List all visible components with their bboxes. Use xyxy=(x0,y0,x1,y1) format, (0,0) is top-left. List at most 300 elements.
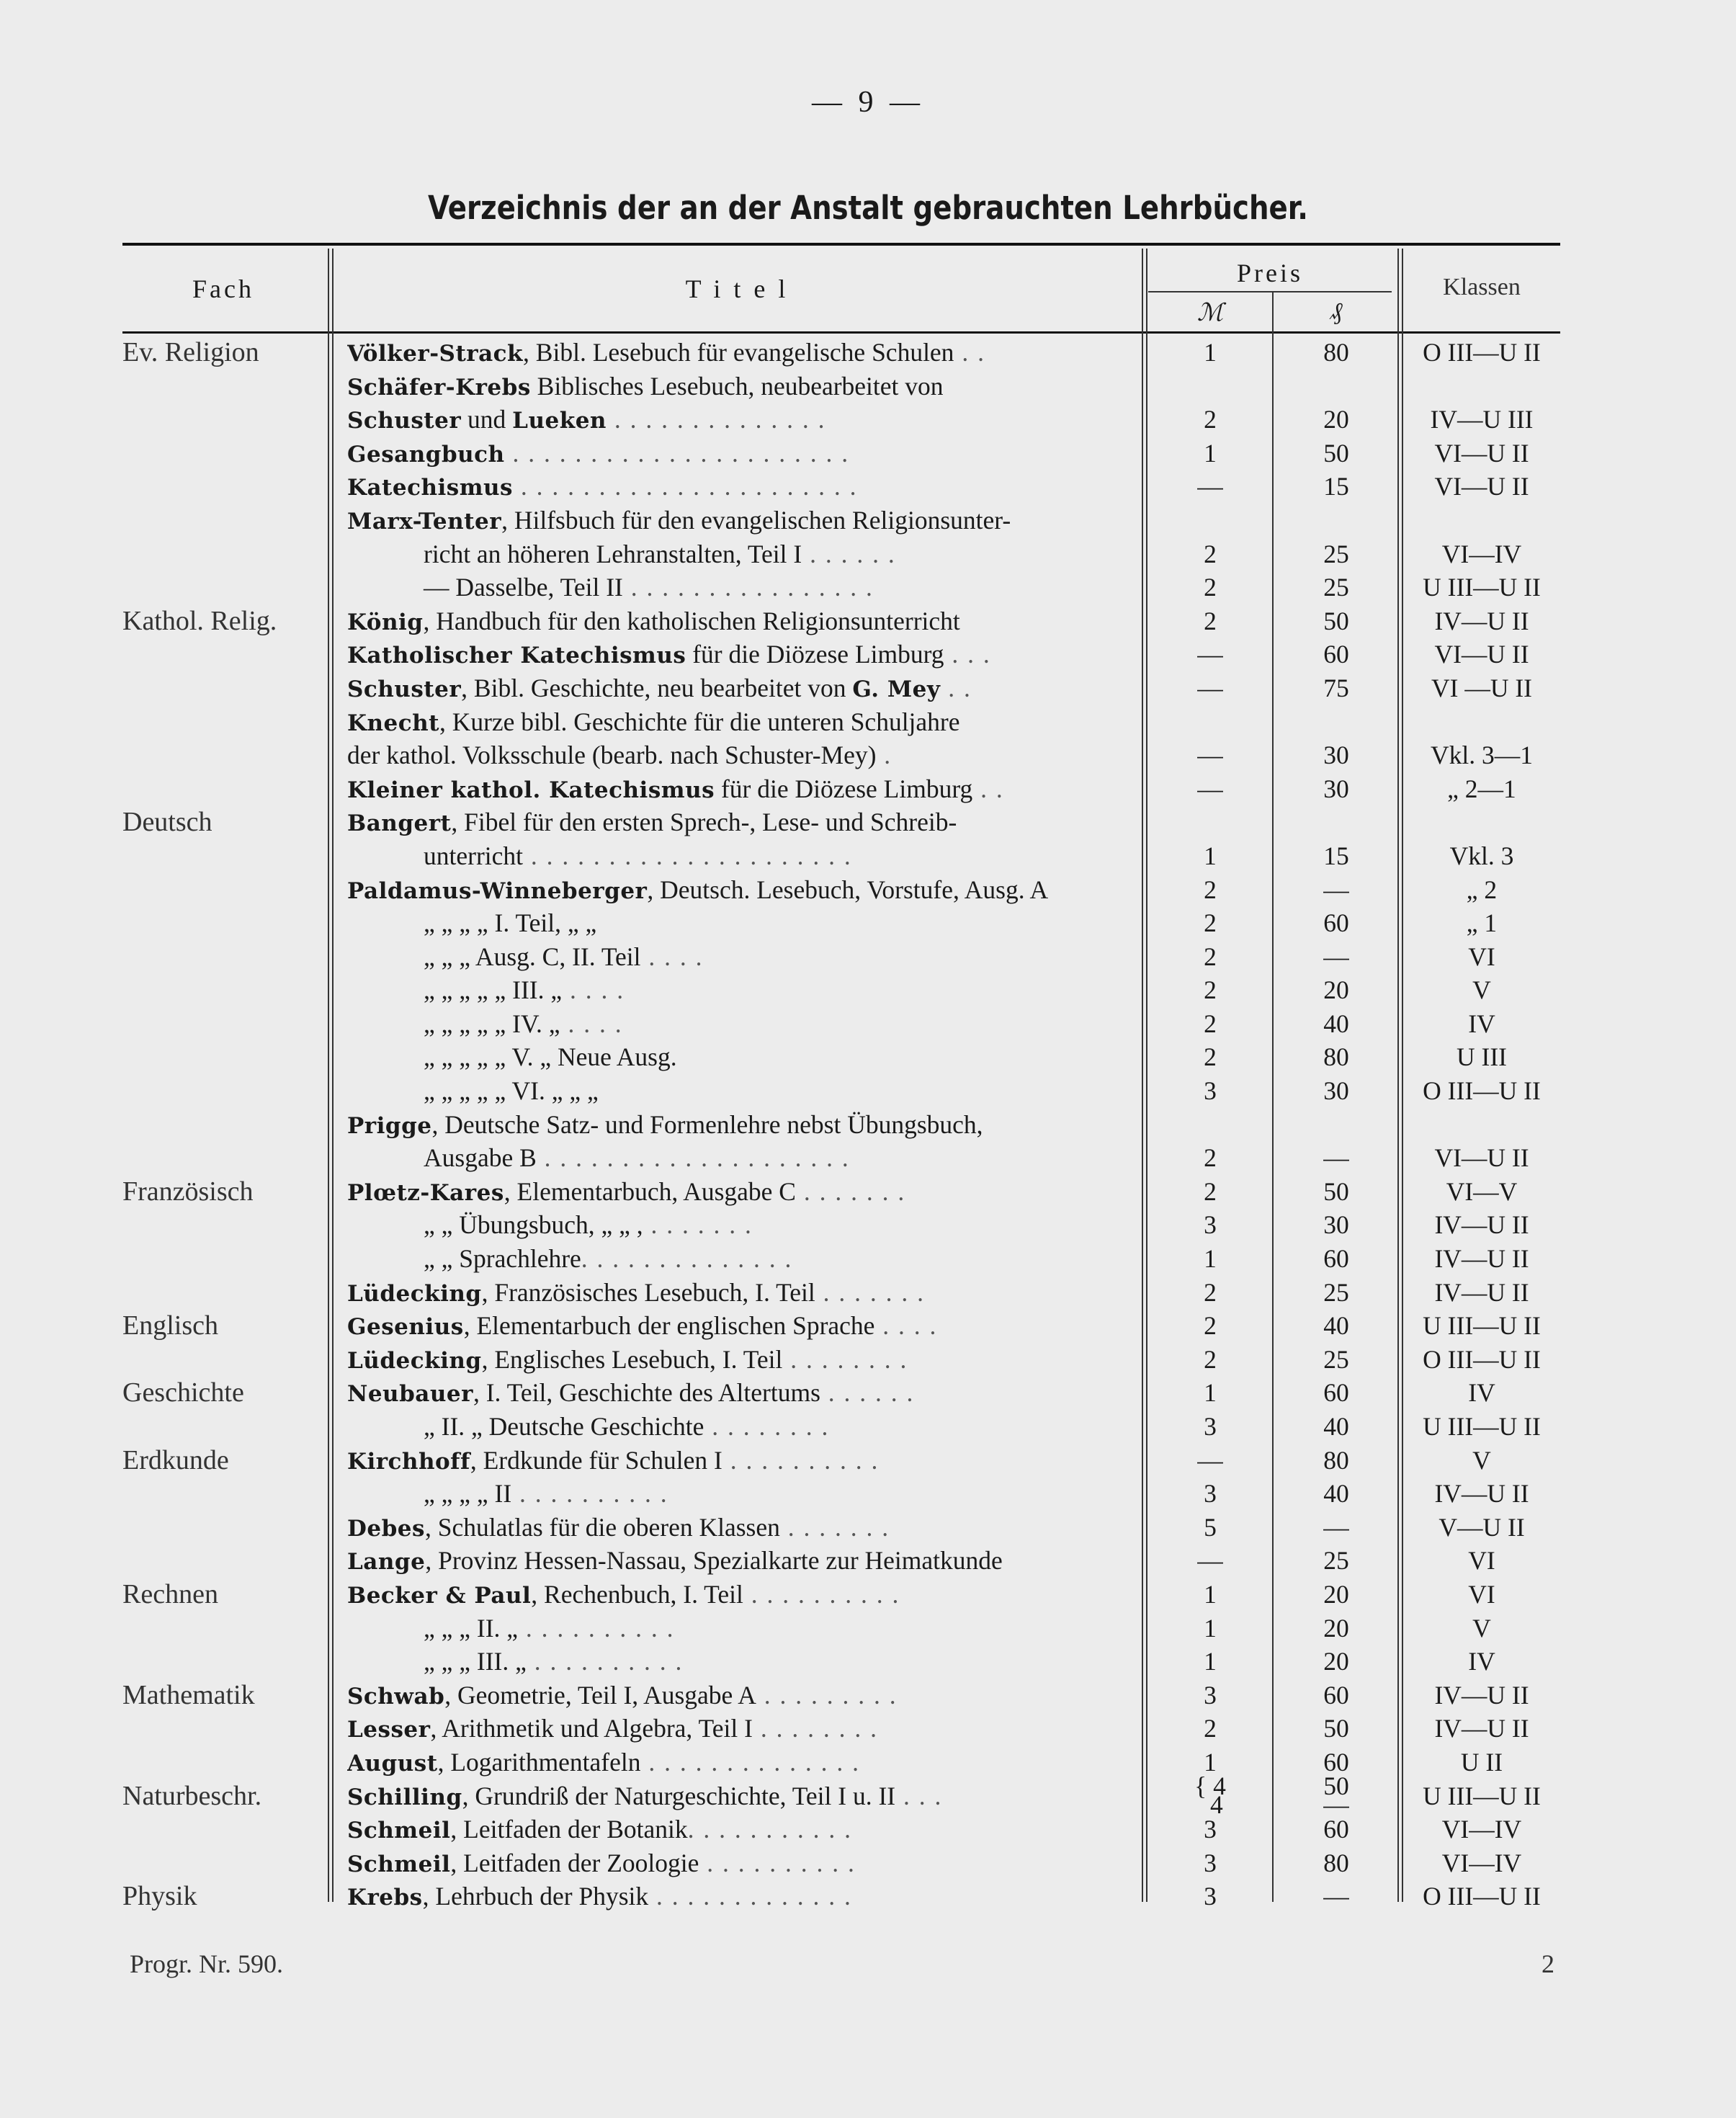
cell-titel xyxy=(347,504,1128,571)
table-row xyxy=(0,1679,1736,1712)
table-row xyxy=(0,671,1736,705)
cell-titel xyxy=(347,973,1128,1007)
cell-fach: Ev. Religion xyxy=(122,337,259,367)
title-line xyxy=(347,504,1128,537)
dot-leader: . . . . xyxy=(562,975,625,1005)
table-row xyxy=(0,1074,1736,1108)
cell-pfennig: 75 xyxy=(1323,673,1349,702)
cell-klassen: IV xyxy=(1468,1647,1495,1676)
cell-titel xyxy=(347,1645,1128,1679)
title-line xyxy=(347,537,1128,571)
cell-pfennig: 50 — xyxy=(1323,1771,1349,1819)
table-row xyxy=(0,1276,1736,1310)
table-row xyxy=(0,772,1736,806)
title-text: „ „ „ „ I. Teil, „ „ xyxy=(424,908,597,938)
dot-leader: . . . . . . . . . . xyxy=(511,1479,668,1509)
cell-pfennig: 50 xyxy=(1323,1176,1349,1206)
footer-sheet-number: 2 xyxy=(1542,1949,1554,1978)
cell-titel xyxy=(347,1813,1128,1846)
cell-fach: Englisch xyxy=(122,1310,218,1341)
title-line xyxy=(347,973,1128,1007)
cell-pfennig: 40 xyxy=(1323,1009,1349,1038)
title-text: , Deutsche Satz- und Formenlehre nebst Übungsbuch, xyxy=(431,1109,983,1139)
cell-klassen: V xyxy=(1472,1445,1491,1475)
cell-mark: — xyxy=(1197,1445,1223,1475)
table-row xyxy=(0,504,1736,571)
cell-mark: 2 xyxy=(1204,1176,1217,1206)
dot-leader: . . . . . . . . . . . . . . . . . . . . . . xyxy=(513,472,858,501)
cell-pfennig: 15 xyxy=(1323,472,1349,501)
title-text: „ „ Sprachlehre xyxy=(424,1244,581,1274)
cell-titel xyxy=(347,1779,1128,1813)
table-row xyxy=(0,470,1736,504)
author-name: Schilling xyxy=(347,1784,462,1810)
cell-klassen: V—U II xyxy=(1439,1512,1525,1542)
title-text: , Bibl. Geschichte, neu bearbeitet von xyxy=(461,673,853,702)
cell-pfennig: 40 xyxy=(1323,1479,1349,1509)
table-row xyxy=(0,1645,1736,1679)
cell-pfennig: 50 xyxy=(1323,1714,1349,1743)
cell-klassen: VI—IV xyxy=(1441,1815,1522,1844)
cell-pfennig: — xyxy=(1323,875,1349,904)
cell-titel xyxy=(347,370,1128,437)
cell-klassen: VI—U II xyxy=(1434,472,1529,501)
author-name: Schmeil xyxy=(347,1851,451,1877)
cell-klassen: IV—U II xyxy=(1434,1277,1529,1307)
cell-klassen: VI xyxy=(1468,1546,1495,1576)
dot-leader: . . . . . . . xyxy=(779,1512,890,1542)
table-row xyxy=(0,906,1736,940)
textbook-table xyxy=(0,336,1736,1913)
cell-titel xyxy=(347,604,1128,638)
cell-klassen: U III xyxy=(1457,1042,1507,1072)
cell-klassen: IV—U II xyxy=(1434,1244,1529,1274)
cell-pfennig: 15 xyxy=(1323,841,1349,870)
cell-pfennig: — xyxy=(1323,1512,1349,1542)
author-name: Lüdecking xyxy=(347,1280,482,1307)
cell-titel xyxy=(347,1444,1128,1478)
cell-mark: 2 xyxy=(1204,1344,1217,1374)
title-line xyxy=(347,1309,1128,1343)
dot-leader: . . . . . . xyxy=(820,1378,915,1408)
cell-klassen: „ 2 xyxy=(1466,875,1498,904)
cell-mark: 2 xyxy=(1204,1042,1217,1072)
title-text: für die Diözese Limburg xyxy=(686,640,944,669)
dot-leader: . xyxy=(876,741,892,770)
cell-titel xyxy=(347,1410,1128,1444)
title-text: „ „ „ Ausg. C, II. Teil xyxy=(424,942,641,971)
table-row xyxy=(0,437,1736,470)
cell-pfennig: 20 xyxy=(1323,1613,1349,1643)
title-text: unterricht xyxy=(424,841,523,870)
cell-titel xyxy=(347,1208,1128,1242)
dot-leader: . . . . . . . . . . xyxy=(743,1579,900,1609)
cell-klassen: IV xyxy=(1468,1378,1495,1408)
title-line xyxy=(347,1511,1128,1545)
cell-fach: Erdkunde xyxy=(122,1444,229,1475)
title-line xyxy=(347,571,1128,604)
cell-pfennig: 30 xyxy=(1323,1076,1349,1106)
title-line xyxy=(347,1410,1128,1444)
dot-leader: . . . xyxy=(895,1781,943,1810)
title-text: , I. Teil, Geschichte des Altertums xyxy=(473,1378,820,1408)
cell-pfennig: 50 xyxy=(1323,438,1349,468)
dot-leader: . . . . . . . . . . . . . xyxy=(648,1882,852,1911)
author-name: Bangert xyxy=(347,810,452,837)
title-line xyxy=(347,1007,1128,1041)
cell-pfennig: 80 xyxy=(1323,1848,1349,1877)
dot-leader: . . . . . . . xyxy=(795,1176,906,1206)
title-line xyxy=(347,1813,1128,1846)
dot-leader: . . . . . . . . . . . . . . xyxy=(606,405,826,434)
table-row xyxy=(0,1007,1736,1041)
title-text: , Lehrbuch der Physik xyxy=(422,1882,649,1911)
column-header-pfennig: ₰ xyxy=(1330,298,1343,325)
dot-leader: . . . . . . . . . . . . . . . . xyxy=(622,573,874,602)
cell-klassen: U III—U II xyxy=(1423,1412,1541,1441)
title-text: , Deutsch. Lesebuch, Vorstufe, Ausg. A xyxy=(647,875,1049,904)
title-text: , Elementarbuch, Ausgabe C xyxy=(504,1176,796,1206)
title-line xyxy=(347,772,1128,806)
dot-leader: . . xyxy=(940,673,972,702)
author-name: Kirchhoff xyxy=(347,1448,470,1475)
title-line xyxy=(347,1040,1128,1074)
author-name: König xyxy=(347,609,424,635)
title-line xyxy=(347,1242,1128,1276)
cell-klassen: IV—U II xyxy=(1434,1210,1529,1240)
cell-pfennig: 60 xyxy=(1323,1680,1349,1710)
cell-titel xyxy=(347,1309,1128,1343)
title-text: , Leitfaden der Botanik xyxy=(450,1815,688,1844)
cell-pfennig: — xyxy=(1323,942,1349,971)
table-row xyxy=(0,1410,1736,1444)
title-text: Biblisches Lesebuch, neubearbeitet von xyxy=(530,371,944,401)
top-rule xyxy=(122,243,1560,246)
author-name: Schmeil xyxy=(347,1818,451,1844)
cell-titel xyxy=(347,1040,1128,1074)
title-line xyxy=(347,705,1128,739)
cell-mark: — xyxy=(1197,640,1223,669)
author-name: Paldamus-Winneberger xyxy=(347,877,648,904)
cell-klassen: IV—U II xyxy=(1434,1714,1529,1743)
cell-mark: 1 xyxy=(1204,1747,1217,1777)
dot-leader: . . . . . . xyxy=(802,539,896,568)
cell-klassen: VI xyxy=(1468,942,1495,971)
cell-mark: — xyxy=(1197,1546,1223,1576)
title-line xyxy=(347,1343,1128,1377)
author-name: Lüdecking xyxy=(347,1347,482,1374)
column-header-preis: Preis xyxy=(1237,259,1303,287)
title-line xyxy=(347,1679,1128,1712)
dot-leader: . . . xyxy=(944,640,991,669)
title-text: „ „ „ „ „ IV. „ xyxy=(424,1009,560,1038)
cell-klassen: VI—V xyxy=(1446,1176,1518,1206)
dot-leader: . . . . . . . . . . . . . . xyxy=(640,1747,860,1777)
cell-mark: 1 xyxy=(1204,1613,1217,1643)
table-row xyxy=(0,873,1736,907)
cell-pfennig: 20 xyxy=(1323,1579,1349,1609)
dot-leader: . . . . . . . . . . xyxy=(518,1613,675,1643)
title-text: , Kurze bibl. Geschichte für die unteren Schuljahre xyxy=(439,707,960,736)
author-name: Gesangbuch xyxy=(347,441,505,468)
title-line xyxy=(347,940,1128,974)
table-row xyxy=(0,336,1736,370)
cell-titel xyxy=(347,805,1128,872)
cell-pfennig: 20 xyxy=(1323,405,1349,434)
title-text: , Französisches Lesebuch, I. Teil xyxy=(481,1277,815,1307)
title-line xyxy=(347,1175,1128,1209)
table-row xyxy=(0,1477,1736,1511)
title-line xyxy=(347,671,1128,705)
title-line xyxy=(347,1880,1128,1913)
cell-fach: Kathol. Relig. xyxy=(122,605,277,636)
cell-mark: 2 xyxy=(1204,606,1217,635)
cell-pfennig: 30 xyxy=(1323,741,1349,770)
cell-mark: 3 xyxy=(1204,1412,1217,1441)
title-line xyxy=(347,437,1128,470)
cell-mark: 3 xyxy=(1204,1479,1217,1509)
author-name: Lueken xyxy=(512,408,607,434)
cell-mark: 3 xyxy=(1204,1210,1217,1240)
cell-pfennig: 25 xyxy=(1323,1277,1349,1307)
dot-leader: . . . . . . . . xyxy=(782,1344,908,1374)
cell-titel xyxy=(347,1242,1128,1276)
cell-mark: 2 xyxy=(1204,1143,1217,1173)
title-text: richt an höheren Lehranstalten, Teil I xyxy=(424,539,802,568)
cell-mark: 2 xyxy=(1204,1311,1217,1341)
cell-titel xyxy=(347,1276,1128,1310)
dot-leader: . . . . . . . . . . . . . . . . . . . . . xyxy=(523,841,852,870)
title-text: Ausgabe B xyxy=(424,1143,537,1173)
table-row xyxy=(0,1040,1736,1074)
cell-klassen: O III—U II xyxy=(1423,1882,1541,1911)
cell-titel xyxy=(347,571,1128,604)
title-line xyxy=(347,1208,1128,1242)
table-row xyxy=(0,1343,1736,1377)
title-line xyxy=(347,1141,1128,1175)
cell-titel xyxy=(347,1343,1128,1377)
author-name: Knecht xyxy=(347,710,439,736)
dot-leader: . . . . . . . . . . xyxy=(526,1647,684,1676)
title-line xyxy=(347,470,1128,504)
title-line xyxy=(347,1376,1128,1410)
cell-mark: 1 xyxy=(1204,338,1217,367)
title-line xyxy=(347,1779,1128,1813)
dot-leader: . . . . xyxy=(874,1311,938,1341)
cell-klassen: IV xyxy=(1468,1009,1495,1038)
title-text: , Handbuch für den katholischen Religionsunterricht xyxy=(423,606,960,635)
cell-titel xyxy=(347,873,1128,907)
cell-klassen: „ 2—1 xyxy=(1447,774,1516,803)
title-line xyxy=(347,403,1128,437)
cell-mark: 2 xyxy=(1204,875,1217,904)
cell-mark: 1 xyxy=(1204,1647,1217,1676)
title-text: „ „ „ „ „ III. „ xyxy=(424,975,563,1005)
table-row xyxy=(0,1771,1736,1819)
column-header-mark: ℳ xyxy=(1196,300,1224,326)
author-name: G. Mey xyxy=(852,676,941,702)
cell-pfennig: 25 xyxy=(1323,1546,1349,1576)
title-line xyxy=(347,1712,1128,1746)
author-name: Katholischer Katechismus xyxy=(347,643,686,669)
cell-klassen: IV—U III xyxy=(1430,405,1534,434)
cell-mark: 2 xyxy=(1204,1009,1217,1038)
title-text: , Logarithmentafeln xyxy=(437,1747,641,1777)
page-number: — 9 — xyxy=(812,86,924,119)
cell-titel xyxy=(347,1511,1128,1545)
cell-klassen: VI—U II xyxy=(1434,438,1529,468)
cell-klassen: VI—U II xyxy=(1434,1143,1529,1173)
title-text: der kathol. Volksschule (bearb. nach Schuster-Mey) xyxy=(347,741,877,770)
cell-mark: 2 xyxy=(1204,573,1217,602)
cell-mark: 3 xyxy=(1204,1680,1217,1710)
cell-titel xyxy=(347,336,1128,370)
cell-pfennig: 80 xyxy=(1323,338,1349,367)
table-row xyxy=(0,805,1736,872)
dot-leader: . . . . . . . xyxy=(643,1210,753,1240)
cell-klassen: U III—U II xyxy=(1423,1781,1541,1810)
cell-klassen: VI—U II xyxy=(1434,640,1529,669)
cell-pfennig: 40 xyxy=(1323,1311,1349,1341)
table-row xyxy=(0,940,1736,974)
author-name: Plœtz-Kares xyxy=(347,1179,504,1206)
dot-leader: . . . . xyxy=(640,942,704,971)
author-name: Schwab xyxy=(347,1683,445,1710)
title-text: , Provinz Hessen-Nassau, Spezialkarte zur Heimatkunde xyxy=(425,1546,1003,1576)
cell-klassen: IV—U II xyxy=(1434,1680,1529,1710)
cell-pfennig: 25 xyxy=(1323,1344,1349,1374)
cell-titel xyxy=(347,1376,1128,1410)
cell-pfennig: 25 xyxy=(1323,573,1349,602)
title-text: , Rechenbuch, I. Teil xyxy=(531,1579,743,1609)
title-text: und xyxy=(461,405,513,434)
cell-fach: Geschichte xyxy=(122,1377,244,1408)
cell-fach: Physik xyxy=(122,1881,197,1912)
cell-mark: 2 xyxy=(1204,1714,1217,1743)
cell-pfennig: 80 xyxy=(1323,1042,1349,1072)
cell-klassen: U II xyxy=(1460,1747,1503,1777)
cell-klassen: VI —U II xyxy=(1431,673,1532,702)
title-line xyxy=(347,873,1128,907)
cell-titel xyxy=(347,1544,1128,1578)
title-text: , Grundriß der Naturgeschichte, Teil I u. II xyxy=(462,1781,896,1810)
cell-klassen: O III—U II xyxy=(1423,1076,1541,1106)
cell-mark: 2 xyxy=(1204,975,1217,1005)
title-text: für die Diözese Limburg xyxy=(715,774,973,803)
cell-klassen: O III—U II xyxy=(1423,338,1541,367)
author-name: Kleiner kathol. Katechismus xyxy=(347,777,715,803)
cell-mark: 1 xyxy=(1204,1579,1217,1609)
cell-titel xyxy=(347,1679,1128,1712)
author-name: Prigge xyxy=(347,1112,432,1139)
author-name: Katechismus xyxy=(347,475,514,501)
author-name: Debes xyxy=(347,1515,425,1542)
cell-titel xyxy=(347,671,1128,705)
table-row xyxy=(0,638,1736,671)
header-rule xyxy=(122,331,1560,334)
cell-pfennig: 25 xyxy=(1323,539,1349,568)
cell-titel xyxy=(347,940,1128,974)
table-row xyxy=(0,1511,1736,1545)
author-name: Lesser xyxy=(347,1717,431,1743)
cell-mark: 2 xyxy=(1204,942,1217,971)
cell-mark: 3 xyxy=(1204,1815,1217,1844)
title-line xyxy=(347,1578,1128,1612)
title-text: „ II. „ Deutsche Geschichte xyxy=(424,1412,704,1441)
cell-pfennig: 60 xyxy=(1323,1747,1349,1777)
cell-pfennig: 30 xyxy=(1323,774,1349,803)
cell-mark: 3 xyxy=(1204,1882,1217,1911)
title-text: , Hilfsbuch für den evangelischen Religionsunter- xyxy=(501,505,1011,535)
cell-titel xyxy=(347,1074,1128,1108)
title-line xyxy=(347,1108,1128,1142)
title-line xyxy=(347,805,1128,839)
title-line xyxy=(347,839,1128,873)
cell-titel xyxy=(347,437,1128,470)
table-row xyxy=(0,1846,1736,1880)
cell-mark: 3 xyxy=(1204,1848,1217,1877)
title-line xyxy=(347,738,1128,772)
title-line xyxy=(347,1074,1128,1108)
column-header-fach: Fach xyxy=(192,274,254,303)
cell-klassen: VI xyxy=(1468,1579,1495,1609)
table-row xyxy=(0,1376,1736,1410)
title-text: , Elementarbuch der englischen Sprache xyxy=(463,1311,875,1341)
cell-mark: 1 xyxy=(1204,1378,1217,1408)
title-text: , Englisches Lesebuch, I. Teil xyxy=(481,1344,783,1374)
title-text: — Dasselbe, Teil II xyxy=(424,573,623,602)
cell-mark: — xyxy=(1197,741,1223,770)
title-text: „ „ „ „ II xyxy=(424,1479,512,1509)
cell-titel xyxy=(347,1108,1128,1175)
dot-leader: . . xyxy=(972,774,1004,803)
author-name: Schuster xyxy=(347,408,462,434)
table-row xyxy=(0,973,1736,1007)
dot-leader: . . . . . . . . . . xyxy=(699,1848,856,1877)
cell-fach: Rechnen xyxy=(122,1578,218,1609)
title-line xyxy=(347,1645,1128,1679)
title-text: , Leitfaden der Zoologie xyxy=(450,1848,699,1877)
cell-pfennig: 60 xyxy=(1323,640,1349,669)
cell-klassen: U III—U II xyxy=(1423,573,1541,602)
cell-mark: 2 xyxy=(1204,908,1217,938)
table-row xyxy=(0,1108,1736,1175)
table-row xyxy=(0,1208,1736,1242)
author-name: Krebs xyxy=(347,1885,423,1911)
cell-mark: 2 xyxy=(1204,405,1217,434)
cell-mark: 2 xyxy=(1204,539,1217,568)
table-row xyxy=(0,1712,1736,1746)
cell-titel xyxy=(347,1880,1128,1913)
title-line xyxy=(347,1544,1128,1578)
table-row xyxy=(0,1746,1736,1779)
cell-titel xyxy=(347,1712,1128,1746)
cell-titel xyxy=(347,906,1128,940)
title-text: „ „ „ „ „ V. „ Neue Ausg. xyxy=(424,1042,677,1072)
cell-klassen: U III—U II xyxy=(1423,1311,1541,1341)
cell-mark: — xyxy=(1197,774,1223,803)
table-row xyxy=(0,1544,1736,1578)
title-line xyxy=(347,638,1128,671)
table-row xyxy=(0,1242,1736,1276)
cell-mark: 2 xyxy=(1204,1277,1217,1307)
cell-klassen: VI—IV xyxy=(1441,1848,1522,1877)
table-row xyxy=(0,705,1736,772)
cell-pfennig: 60 xyxy=(1323,1378,1349,1408)
title-line xyxy=(347,1846,1128,1880)
title-text: „ „ Übungsbuch, „ „ , xyxy=(424,1210,643,1240)
page-title: Verzeichnis der an der Anstalt gebrauchten Lehrbücher. xyxy=(427,189,1309,227)
